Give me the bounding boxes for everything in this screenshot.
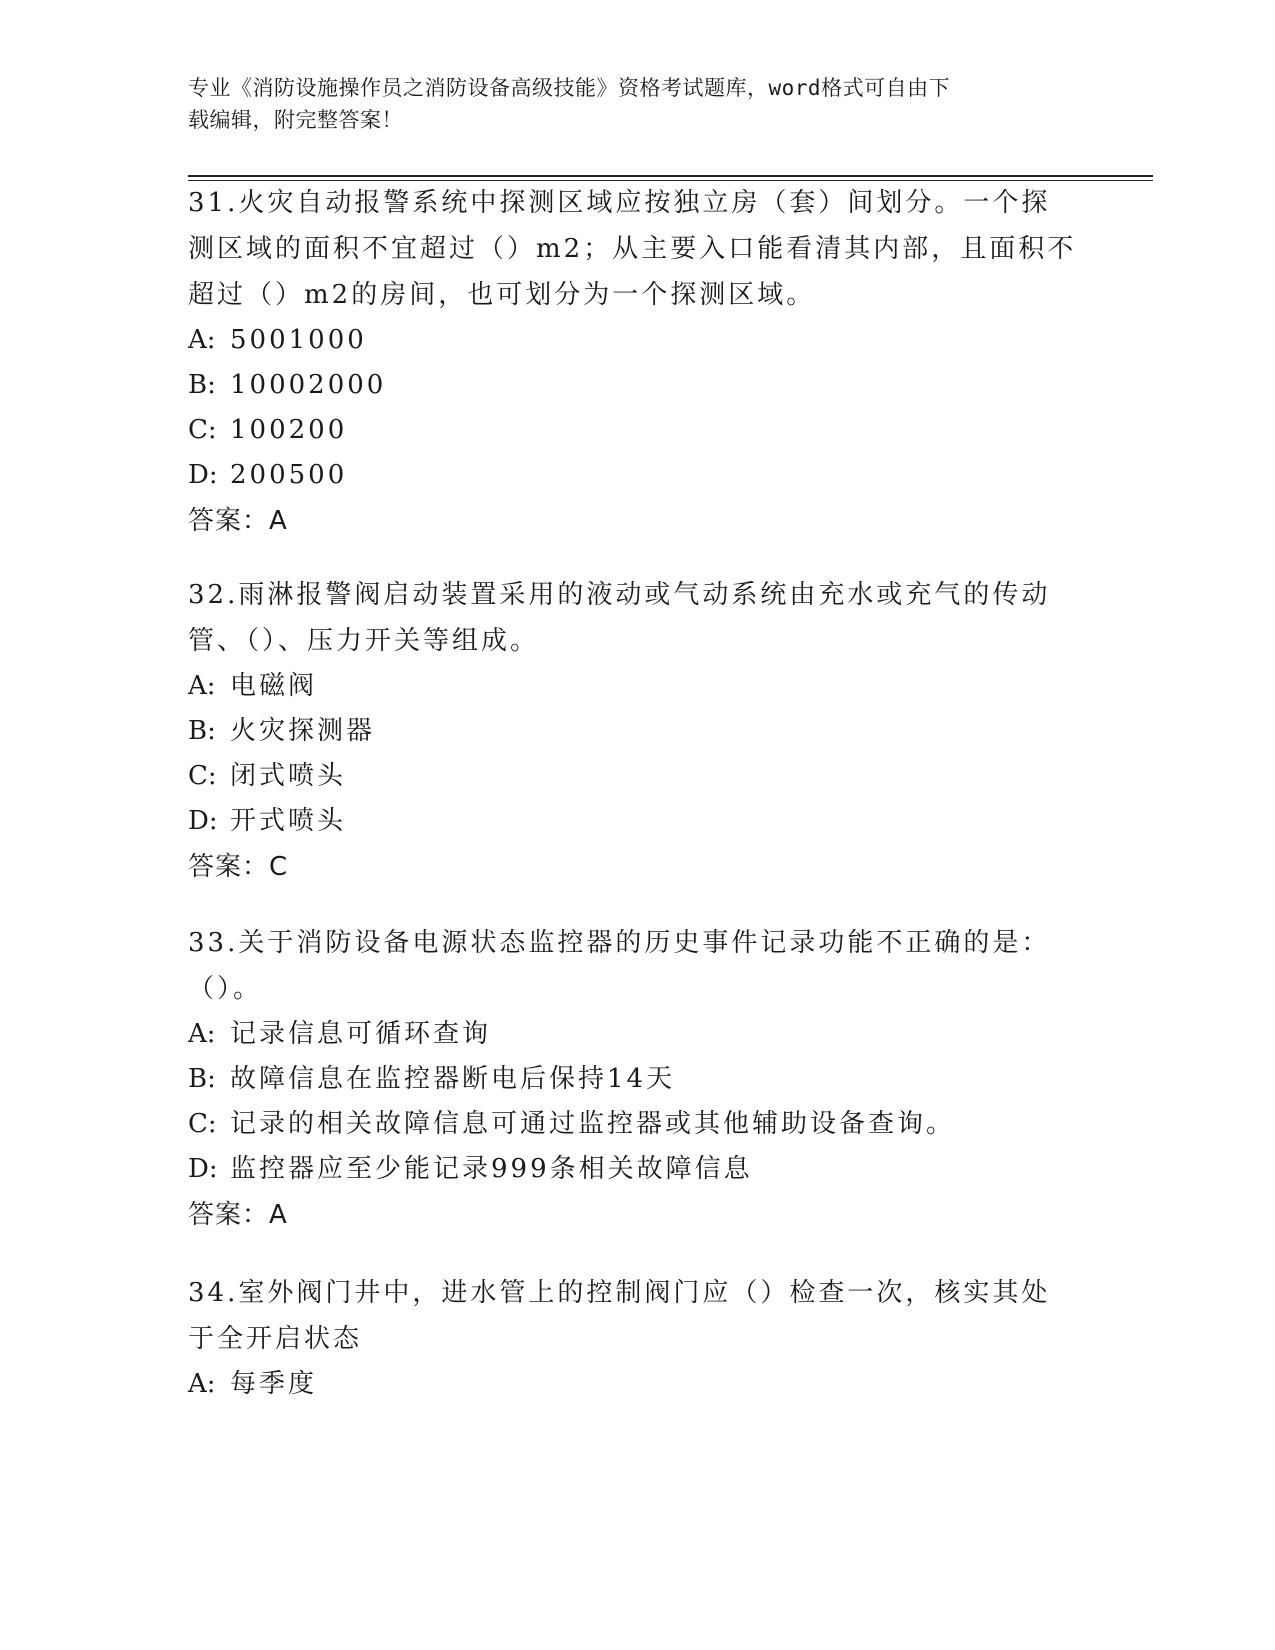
option-b xyxy=(188,1057,1078,1102)
option-a xyxy=(188,1012,1078,1057)
option-text: 5001000 xyxy=(230,325,367,355)
option-d xyxy=(188,1147,1078,1192)
option-letter: D: xyxy=(188,1154,218,1184)
option-text: 故障信息在监控器断电后保持14天 xyxy=(230,1064,676,1094)
option-letter: B: xyxy=(188,370,216,400)
answer-label: 答案：A xyxy=(188,506,288,536)
question-33 xyxy=(188,920,1078,1238)
question-text: 33.关于消防设备电源状态监控器的历史事件记录功能不正确的是：（）。 xyxy=(188,928,1051,1004)
option-letter: D: xyxy=(188,460,218,490)
option-text: 电磁阀 xyxy=(230,671,318,701)
question-31 xyxy=(188,180,1078,544)
option-a xyxy=(188,664,1078,709)
option-b xyxy=(188,709,1078,754)
option-text: 每季度 xyxy=(230,1369,318,1399)
option-a xyxy=(188,318,1078,363)
option-d xyxy=(188,799,1078,844)
option-letter: C: xyxy=(188,761,217,791)
header-line-1: 专业《消防设施操作员之消防设备高级技能》资格考试题库，word格式可自由下 xyxy=(188,76,951,100)
question-text: 32.雨淋报警阀启动装置采用的液动或气动系统由充水或充气的传动管、（）、压力开关等组成。 xyxy=(188,580,1051,656)
option-letter: C: xyxy=(188,415,217,445)
option-a xyxy=(188,1362,1078,1407)
option-text: 监控器应至少能记录999条相关故障信息 xyxy=(230,1154,753,1184)
header-divider-thick xyxy=(188,175,1153,177)
option-text: 10002000 xyxy=(230,370,387,400)
option-text: 记录的相关故障信息可通过监控器或其他辅助设备查询。 xyxy=(230,1109,956,1139)
option-b xyxy=(188,363,1078,408)
question-34 xyxy=(188,1270,1078,1407)
option-text: 200500 xyxy=(230,460,348,490)
option-text: 火灾探测器 xyxy=(230,716,376,746)
option-text: 开式喷头 xyxy=(230,806,347,836)
option-letter: C: xyxy=(188,1109,217,1139)
option-letter: D: xyxy=(188,806,218,836)
option-c xyxy=(188,408,1078,453)
option-letter: A: xyxy=(188,671,216,701)
option-letter: B: xyxy=(188,1064,216,1094)
option-c xyxy=(188,754,1078,799)
option-letter: B: xyxy=(188,716,216,746)
question-text: 34.室外阀门井中，进水管上的控制阀门应（）检查一次，核实其处于全开启状态 xyxy=(188,1278,1051,1354)
header-line-2: 载编辑，附完整答案！ xyxy=(188,108,403,132)
question-32 xyxy=(188,572,1078,890)
option-c xyxy=(188,1102,1078,1147)
option-text: 闭式喷头 xyxy=(230,761,347,791)
option-letter: A: xyxy=(188,1369,216,1399)
option-letter: A: xyxy=(188,325,216,355)
option-text: 100200 xyxy=(230,415,348,445)
option-d xyxy=(188,453,1078,498)
option-text: 记录信息可循环查询 xyxy=(230,1019,492,1049)
answer-label: 答案：C xyxy=(188,852,289,882)
option-letter: A: xyxy=(188,1019,216,1049)
answer-label: 答案：A xyxy=(188,1200,288,1230)
document-header xyxy=(188,72,1068,136)
question-text: 31.火灾自动报警系统中探测区域应按独立房（套）间划分。一个探测区域的面积不宜超过（）m2；从主要入口能看清其内部，且面积不超过（）m2的房间，也可划分为一个探测区域。 xyxy=(188,188,1077,310)
